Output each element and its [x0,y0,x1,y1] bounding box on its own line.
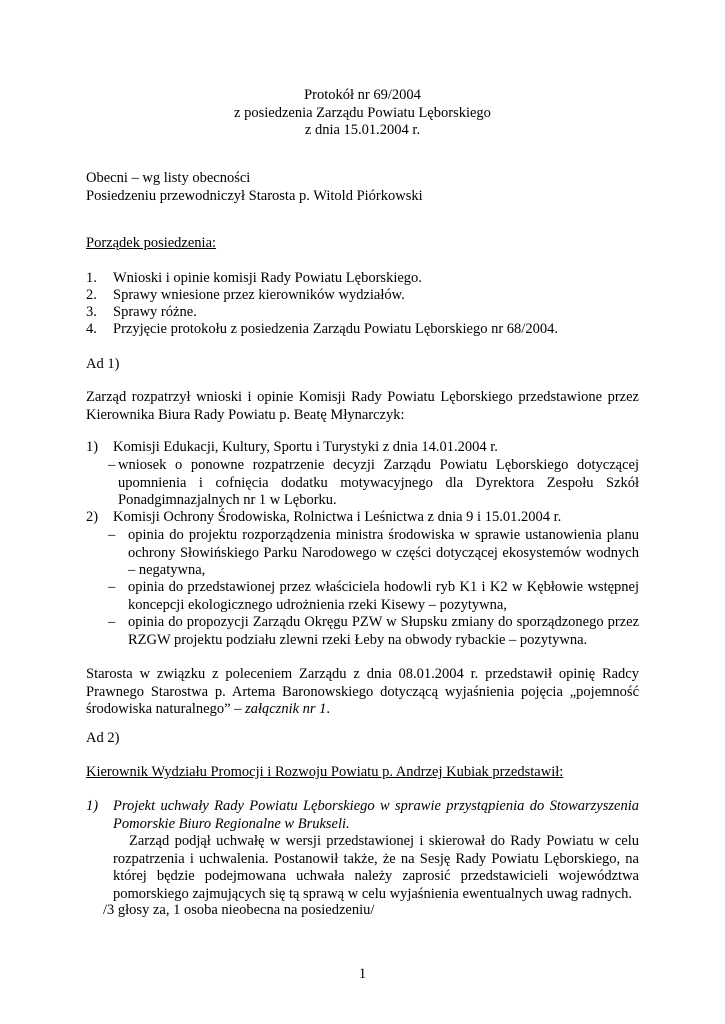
resolution-number: 1) [86,798,99,814]
agenda-item-text: Wnioski i opinie komisji Rady Powiatu Lęborskiego. [113,270,422,286]
ad2-heading: Ad 2) [86,730,120,746]
starosta-text: Starosta w związku z poleceniem Zarządu z dnia 08.01.2004 r. przedstawił opinię Radcy Prawnego Starostwa p. Artema Baronowskiego dotyczącą wyjaśnienia pojęcia „pojemność środowiska naturalnego” – [86,666,639,717]
attendance-line: Obecni – wg listy obecności [86,170,251,186]
commission2-number: 2) [86,509,99,525]
ad2-presenter: Kierownik Wydziału Promocji i Rozwoju Powiatu p. Andrzej Kubiak przedstawił: [86,764,564,780]
agenda-item-text: Sprawy różne. [113,304,197,320]
protocol-title: Protokół nr 69/2004 [304,87,421,103]
agenda-heading: Porządek posiedzenia: [86,235,217,251]
commission2-item: opinia do propozycji Zarządu Okręgu PZW w Słupsku zmiany do sporządzonego przez RZGW projektu podziału zlewni rzeki Łeby na obwody rybackie – pozytywna. [128,614,639,648]
ad1-intro: Zarząd rozpatrzył wnioski i opinie Komisji Rady Powiatu Lęborskiego przedstawione przez Kierownika Biura Rady Powiatu p. Beatę Młynarczyk: [86,389,639,423]
commission1-item [118,457,639,510]
resolution-title: Projekt uchwały Rady Powiatu Lęborskiego w sprawie przystąpienia do Stowarzyszenia Pomorskie Biuro Regionalne w Brukseli. [113,798,639,832]
agenda-item-text: Sprawy wniesione przez kierowników wydziałów. [113,287,405,303]
commission2-item: opinia do przedstawionej przez właściciela hodowli ryb K1 i K2 w Kębłowie wstępnej koncepcji ekologicznego udrożnienia rzeki Kisewy – pozytywna, [128,579,639,613]
commission1-item-text: wniosek o ponowne rozpatrzenie decyzji Zarządu Powiatu Lęborskiego dotyczącej upomnienia i cofnięcia dodatku motywacyjnego dla Dyrektora Zespołu Szkół Ponadgimnazjalnych nr 1 w Lęborku. [118,457,639,508]
agenda-item-text: Przyjęcie protokołu z posiedzenia Zarządu Powiatu Lęborskiego nr 68/2004. [113,321,558,337]
resolution-body: Zarząd podjął uchwałę w wersji przedstawionej i skierował do Rady Powiatu w celu rozpatrzenia i uchwalenia. Postanowił także, że na Sesję Rady Powiatu Lęborskiego, na której będzie podejmowana uchwała należy zaprosić przedstawicieli województwa pomorskiego zajmujących się tą sprawą w celu wyjaśnienia ewentualnych uwag radnych. [113,833,639,902]
ad1-heading: Ad 1) [86,356,120,372]
starosta-paragraph [86,666,639,719]
commission2-item: opinia do projektu rozporządzenia ministra środowiska w sprawie ustanowienia planu ochrony Słowińskiego Parku Narodowego w części dotyczącej ekosystemów wodnych – negatywna, [128,527,639,578]
chairman-line: Posiedzeniu przewodniczył Starosta p. Witold Piórkowski [86,188,423,204]
agenda-item-number: 3. [86,304,97,320]
bullet-dash: – [108,579,116,595]
vote-result: /3 głosy za, 1 osoba nieobecna na posiedzeniu/ [103,902,375,918]
commission1-number: 1) [86,439,99,455]
agenda-item-number: 4. [86,321,97,337]
page-number: 1 [358,966,367,982]
protocol-subtitle: z posiedzenia Zarządu Powiatu Lęborskiego [234,105,491,121]
commission2-title: Komisji Ochrony Środowiska, Rolnictwa i Leśnictwa z dnia 9 i 15.01.2004 r. [113,509,562,525]
agenda-item-number: 2. [86,287,97,303]
bullet-dash: – [108,614,116,630]
starosta-end: . [326,701,331,717]
bullet-dash: – [108,527,116,543]
protocol-date: z dnia 15.01.2004 r. [304,122,421,138]
attachment-reference: załącznik nr 1 [245,701,327,717]
bullet-dash: – [108,457,116,473]
agenda-item-number: 1. [86,270,97,286]
commission1-title: Komisji Edukacji, Kultury, Sportu i Turystyki z dnia 14.01.2004 r. [113,439,498,455]
